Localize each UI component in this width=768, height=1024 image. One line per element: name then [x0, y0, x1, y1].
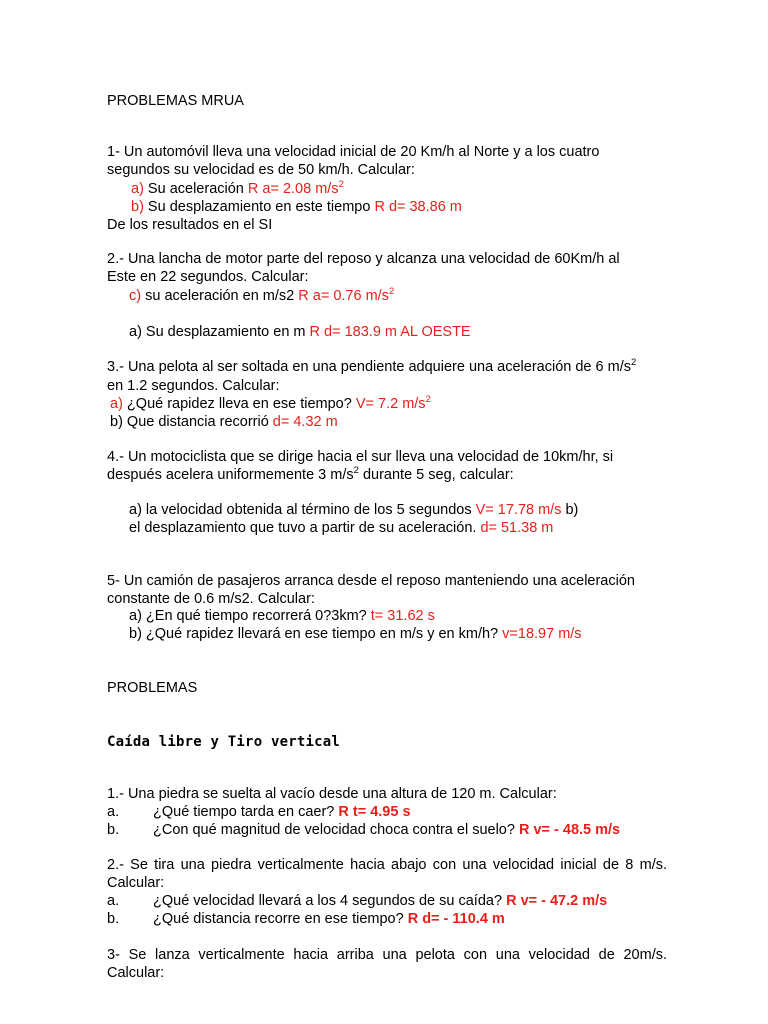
part-text: b): [561, 502, 579, 518]
problem-2-line-1: 2.- Una lancha de motor parte del reposo y alcanza una velocidad de 60Km/h al: [107, 251, 620, 267]
answer: R d= 38.86 m: [374, 199, 462, 215]
part-text: ¿Con qué magnitud de velocidad choca contra el suelo?: [153, 822, 519, 838]
part-letter: c): [129, 288, 142, 304]
problem-2-part-c: [129, 287, 394, 305]
page-title: PROBLEMAS MRUA: [107, 93, 244, 109]
answer: d= 4.32 m: [272, 414, 338, 430]
problem-1-part-a: [131, 180, 344, 198]
problem-3-line-1: [107, 358, 636, 376]
part-text: a) ¿En qué tiempo recorrerá 0?3km?: [129, 608, 371, 624]
part-text: ¿Qué rapidez lleva en ese tiempo?: [122, 396, 356, 412]
question-1-line-1: 1.- Una piedra se suelta al vacío desde una altura de 120 m. Calcular:: [107, 786, 557, 802]
problem-1-line-1: 1- Un automóvil lleva una velocidad inicial de 20 Km/h al Norte y a los cuatro: [107, 144, 600, 160]
problem-5-part-b: [129, 625, 582, 643]
section-title: PROBLEMAS: [107, 680, 198, 696]
question-2-line-1: 2.- Se tira una piedra verticalmente hacia abajo con una velocidad inicial de 8 m/s.: [107, 857, 667, 873]
answer: R d= 183.9 m AL OESTE: [309, 324, 471, 340]
answer: d= 51.38 m: [480, 520, 554, 536]
part-text: Su aceleración: [143, 181, 248, 197]
part-label: b.: [107, 911, 120, 927]
part-letter: a): [110, 396, 123, 412]
problem-2-part-a: [129, 323, 471, 341]
answer: R a= 0.76 m/s: [298, 288, 389, 304]
problem-1-note: De los resultados en el SI: [107, 217, 273, 233]
question-3-line-1: 3- Se lanza verticalmente hacia arriba una pelota con una velocidad de 20m/s.: [107, 947, 667, 963]
answer: R v= - 47.2 m/s: [506, 893, 608, 909]
question-1-part-b: [107, 821, 620, 839]
part-text: ¿Qué tiempo tarda en caer?: [153, 804, 339, 820]
problem-5-line-2: constante de 0.6 m/s2. Calcular:: [107, 591, 315, 607]
part-text: a) la velocidad obtenida al término de los 5 segundos: [129, 502, 476, 518]
problem-3-line-2: en 1.2 segundos. Calcular:: [107, 378, 280, 394]
problem-3-part-b: [110, 413, 338, 431]
answer: V= 7.2 m/s: [355, 396, 426, 412]
answer: R v= - 48.5 m/s: [518, 822, 621, 838]
part-text: su aceleración en m/s2: [141, 288, 299, 304]
question-3-line-2: Calcular:: [107, 965, 165, 981]
part-label: a.: [107, 893, 120, 909]
part-text: b) Que distancia recorrió: [110, 414, 273, 430]
answer: t= 31.62 s: [370, 608, 435, 624]
superscript: 2: [388, 286, 395, 297]
problem-4-part-a: [129, 501, 578, 519]
part-text: a) Su desplazamiento en m: [129, 324, 310, 340]
problem-4-line-2: [107, 466, 514, 484]
part-text: Su desplazamiento en este tiempo: [143, 199, 375, 215]
part-letter: a): [131, 181, 144, 197]
part-label: a.: [107, 804, 120, 820]
part-text: b) ¿Qué rapidez llevará en ese tiempo en m/s y en km/h?: [129, 626, 503, 642]
part-text: ¿Qué velocidad llevará a los 4 segundos de su caída?: [153, 893, 507, 909]
answer: R t= 4.95 s: [338, 804, 411, 820]
question-2-line-2: Calcular:: [107, 875, 165, 891]
superscript: 2: [353, 465, 359, 476]
answer: R a= 2.08 m/s: [247, 181, 339, 197]
superscript: 2: [338, 179, 344, 190]
question-1-part-a: [107, 803, 411, 821]
problem-4-line-1: 4.- Un motociclista que se dirige hacia el sur lleva una velocidad de 10km/hr, si: [107, 449, 614, 465]
question-2-part-b: [107, 910, 505, 928]
part-text: el desplazamiento que tuvo a partir de su aceleración.: [129, 520, 481, 536]
problem-5-part-a: [129, 607, 435, 625]
problem-5-line-1: 5- Un camión de pasajeros arranca desde el reposo manteniendo una aceleración: [107, 573, 635, 589]
superscript: 2: [425, 394, 431, 405]
line-text: después acelera uniformemente 3 m/s: [107, 467, 354, 483]
answer: v=18.97 m/s: [502, 626, 582, 642]
answer: V= 17.78 m/s: [475, 502, 562, 518]
part-label: b.: [107, 822, 120, 838]
question-2-part-a: [107, 892, 607, 910]
subsection-title: Caída libre y Tiro vertical: [107, 734, 340, 750]
part-text: ¿Qué distancia recorre en ese tiempo?: [153, 911, 408, 927]
problem-1-part-b: [131, 198, 462, 216]
line-text: durante 5 seg, calcular:: [358, 467, 514, 483]
line-text: 3.- Una pelota al ser soltada en una pendiente adquiere una aceleración de 6 m/s: [107, 359, 631, 375]
problem-2-line-2: Este en 22 segundos. Calcular:: [107, 269, 309, 285]
superscript: 2: [630, 357, 637, 368]
answer: R d= - 110.4 m: [407, 911, 505, 927]
problem-3-part-a: [110, 395, 431, 413]
problem-4-part-b: [129, 519, 553, 537]
problem-1-line-2: segundos su velocidad es de 50 km/h. Calcular:: [107, 162, 415, 178]
part-letter: b): [131, 199, 144, 215]
